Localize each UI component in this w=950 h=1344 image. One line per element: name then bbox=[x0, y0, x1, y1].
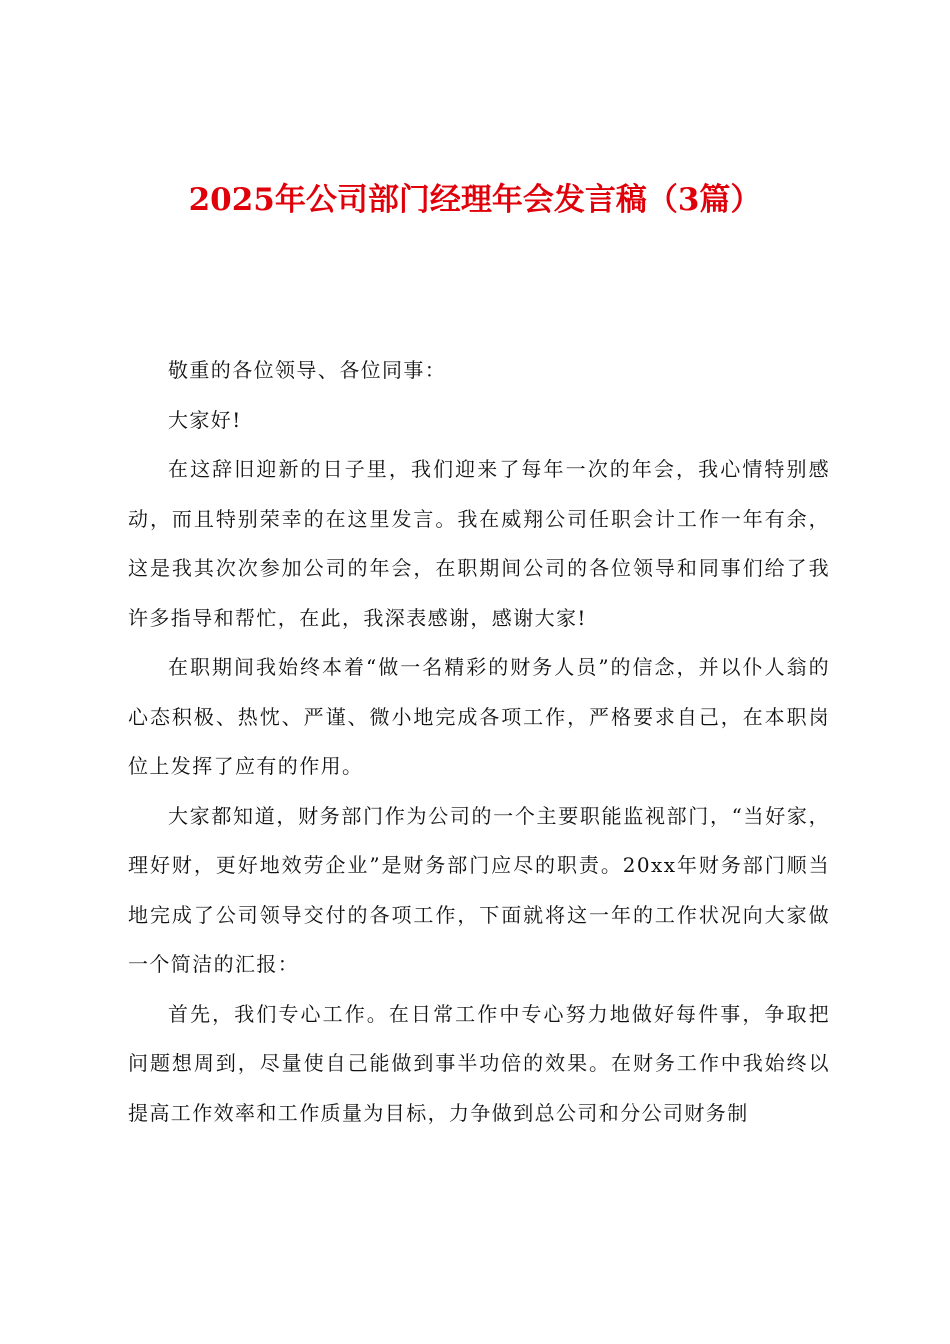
paragraph-greeting: 敬重的各位领导、各位同事： bbox=[168, 358, 447, 382]
document-body bbox=[128, 346, 830, 1138]
paragraph-intro: 在这辞旧迎新的日子里，我们迎来了每年一次的年会，我心情特别感动，而且特别荣幸的在这里发言。我在威翔公司任职会计工作一年有余，这是我其次次参加公司的年会，在职期间公司的各位领导和同事们给了我许多指导和帮忙，在此，我深表感谢，感谢大家! bbox=[128, 457, 830, 630]
document-title: 2025年公司部门经理年会发言稿（3篇） bbox=[188, 182, 762, 218]
paragraph-belief: 在职期间我始终本着“做一名精彩的财务人员”的信念，并以仆人翁的心态积极、热忱、严谨、微小地完成各项工作，严格要求自己，在本职岗位上发挥了应有的作用。 bbox=[128, 655, 830, 778]
paragraph-finance-report: 大家都知道，财务部门作为公司的一个主要职能监视部门，“当好家，理好财，更好地效劳企业”是财务部门应尽的职责。20xx年财务部门顺当地完成了公司领导交付的各项工作，下面就将这一年的工作状况向大家做一个简洁的汇报： bbox=[128, 803, 830, 976]
paragraph-first-point: 首先，我们专心工作。在日常工作中专心努力地做好每件事，争取把问题想周到，尽量使自己能做到事半功倍的效果。在财务工作中我始终以提高工作效率和工作质量为目标，力争做到总公司和分公司财务制 bbox=[128, 1001, 830, 1125]
paragraph-hello: 大家好! bbox=[168, 407, 242, 432]
